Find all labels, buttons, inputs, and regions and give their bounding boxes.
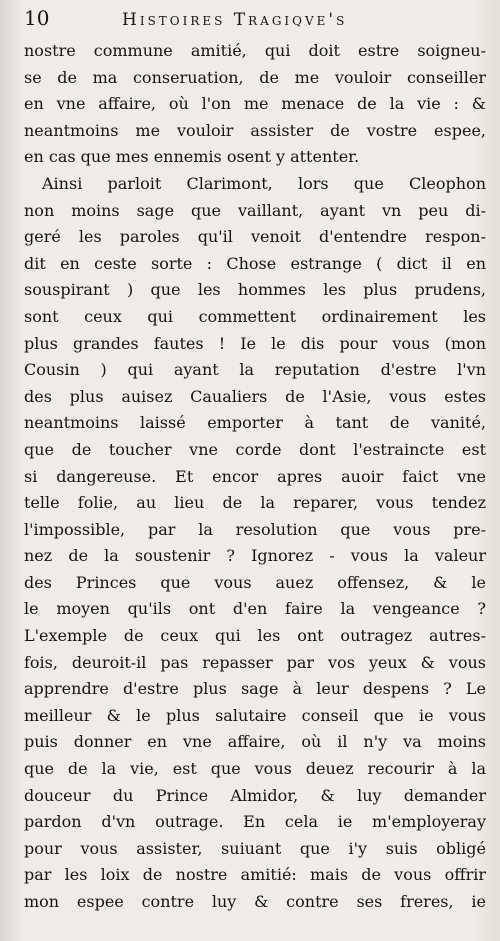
text-line: des Princes que vous auez offensez, & le (24, 572, 486, 592)
text-line: fois, deuroit-il pas repasser par vos yeux & vous (24, 652, 486, 672)
text-line: non moins sage que vaillant, ayant vn peu di- (24, 200, 486, 220)
text-line: geré les paroles qu'il venoit d'entendre respon- (24, 227, 486, 247)
text-line: douceur du Prince Almidor, & luy demander (24, 785, 486, 805)
text-line: des plus auisez Caualiers de l'Asie, vous estes (24, 386, 486, 406)
text-line: que de la vie, est que vous deuez recourir à la (24, 759, 486, 779)
text-line: telle folie, au lieu de la reparer, vous tendez (24, 493, 486, 513)
text-line: si dangereuse. Et encor apres auoir faict vne (24, 466, 486, 486)
text-line: plus grandes fautes ! Ie le dis pour vous (mon (24, 333, 486, 353)
text-line: se de ma conseruation, de me vouloir conseiller (24, 67, 486, 87)
body-text (24, 38, 486, 916)
text-line: par les loix de nostre amitié: mais de vous offrir (24, 865, 486, 885)
text-line: pardon d'vn outrage. En cela ie m'employeray (24, 812, 486, 832)
text-line: souspirant ) que les hommes les plus prudens, (24, 280, 486, 300)
text-line: dit en ceste sorte : Chose estrange ( dict il en (24, 253, 486, 273)
text-line: puis donner en vne affaire, où il n'y va moins (24, 732, 486, 752)
page-header (24, 6, 486, 36)
text-line: neantmoins me vouloir assister de vostre espee, (24, 120, 486, 140)
text-line: sont ceux qui commettent ordinairement les (24, 306, 486, 326)
text-line: le moyen qu'ils ont d'en faire la vengeance ? (24, 599, 486, 619)
text-line: en cas que mes ennemis osent y attenter. (24, 147, 360, 167)
page-number: 10 (24, 6, 50, 30)
text-line: Cousin ) qui ayant la reputation d'estre l'vn (24, 360, 486, 380)
text-line: en vne affaire, où l'on me menace de la vie : & (24, 94, 486, 114)
text-line: mon espee contre luy & contre ses freres, ie (24, 892, 486, 911)
text-line: l'impossible, par la resolution que vous pre- (24, 519, 486, 539)
text-line: L'exemple de ceux qui les ont outragez autres- (24, 626, 486, 646)
text-line: nostre commune amitié, qui doit estre soigneu- (24, 41, 486, 60)
text-line: meilleur & le plus salutaire conseil que ie vous (24, 705, 486, 725)
text-line: que de toucher vne corde dont l'estraincte est (24, 439, 486, 459)
text-line: neantmoins laissé emporter à tant de vanité, (24, 413, 486, 433)
text-line: nez de la soustenir ? Ignorez - vous la valeur (24, 546, 486, 566)
running-title: Histoires Tragiqve's (122, 10, 348, 30)
text-line: Ainsi parloit Clarimont, lors que Cleophon (42, 173, 486, 193)
text-line: pour vous assister, suiuant que i'y suis obligé (24, 838, 486, 858)
text-line: apprendre d'estre plus sage à leur despens ? Le (24, 679, 486, 699)
